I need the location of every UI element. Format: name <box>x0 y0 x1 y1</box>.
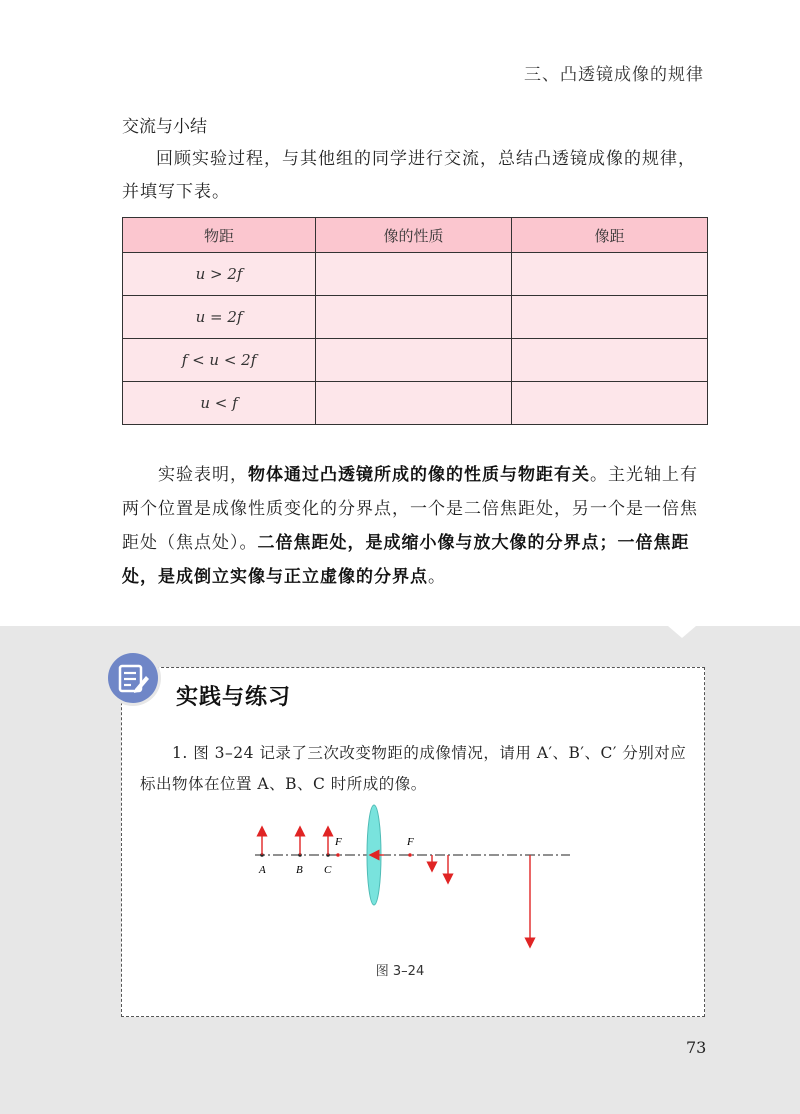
label-c: C <box>324 864 332 876</box>
section-heading: 交流与小结 <box>122 117 207 137</box>
image-property-cell <box>316 339 512 382</box>
image-distance-cell <box>512 296 708 339</box>
table-row <box>123 253 708 296</box>
image-property-cell <box>316 253 512 296</box>
lens-imaging-figure <box>250 800 580 960</box>
label-a: A <box>259 864 266 876</box>
focal-point-right <box>408 853 412 857</box>
conclusion-text: 。主光轴上有两个位置是成像性质变化的分界点，一个是二倍焦距处，另一个是一倍焦距处（焦点处）。 <box>122 465 698 553</box>
conclusion-paragraph <box>122 458 712 594</box>
object-distance-cell: u = 2f <box>123 296 316 339</box>
object-distance-cell: f < u < 2f <box>123 339 316 382</box>
image-distance-cell <box>512 382 708 425</box>
focal-point-left <box>336 853 340 857</box>
label-f-right: F <box>407 836 414 848</box>
conclusion-text: 实验表明， <box>158 465 248 485</box>
image-property-cell <box>316 382 512 425</box>
conclusion-emphasis: 物体通过凸透镜所成的像的性质与物距有关 <box>248 465 590 485</box>
label-f-left: F <box>335 836 342 848</box>
table-header-row <box>123 218 708 253</box>
conclusion-text: 。 <box>428 567 446 587</box>
table-row <box>123 339 708 382</box>
image-distance-cell <box>512 339 708 382</box>
label-b: B <box>296 864 303 876</box>
column-header: 像的性质 <box>316 218 512 253</box>
table-row <box>123 382 708 425</box>
conclusion-emphasis: 二倍焦距处，是成缩小像与放大像的分界点；一倍焦距处，是成倒立实像与正立虚像的分界点 <box>122 533 690 587</box>
practice-title: 实践与练习 <box>176 685 292 710</box>
note-pencil-icon <box>108 653 158 703</box>
image-distance-cell <box>512 253 708 296</box>
image-property-cell <box>316 296 512 339</box>
intro-paragraph: 回顾实验过程，与其他组的同学进行交流，总结凸透镜成像的规律，并填写下表。 <box>122 149 696 202</box>
column-header: 物距 <box>123 218 316 253</box>
question-text: 1. 图 3–24 记录了三次改变物距的成像情况，请用 A′、B′、C′ 分别对应标出物体在位置 A、B、C 时所成的像。 <box>140 744 687 793</box>
chapter-header: 三、凸透镜成像的规律 <box>524 65 704 85</box>
panel-notch <box>668 626 696 638</box>
object-distance-cell: u > 2f <box>123 253 316 296</box>
figure-caption: 图 3–24 <box>375 964 425 979</box>
imaging-rules-table <box>122 217 708 425</box>
table-row <box>123 296 708 339</box>
column-header: 像距 <box>512 218 708 253</box>
page-number: 73 <box>686 1038 707 1057</box>
object-distance-cell: u < f <box>123 382 316 425</box>
